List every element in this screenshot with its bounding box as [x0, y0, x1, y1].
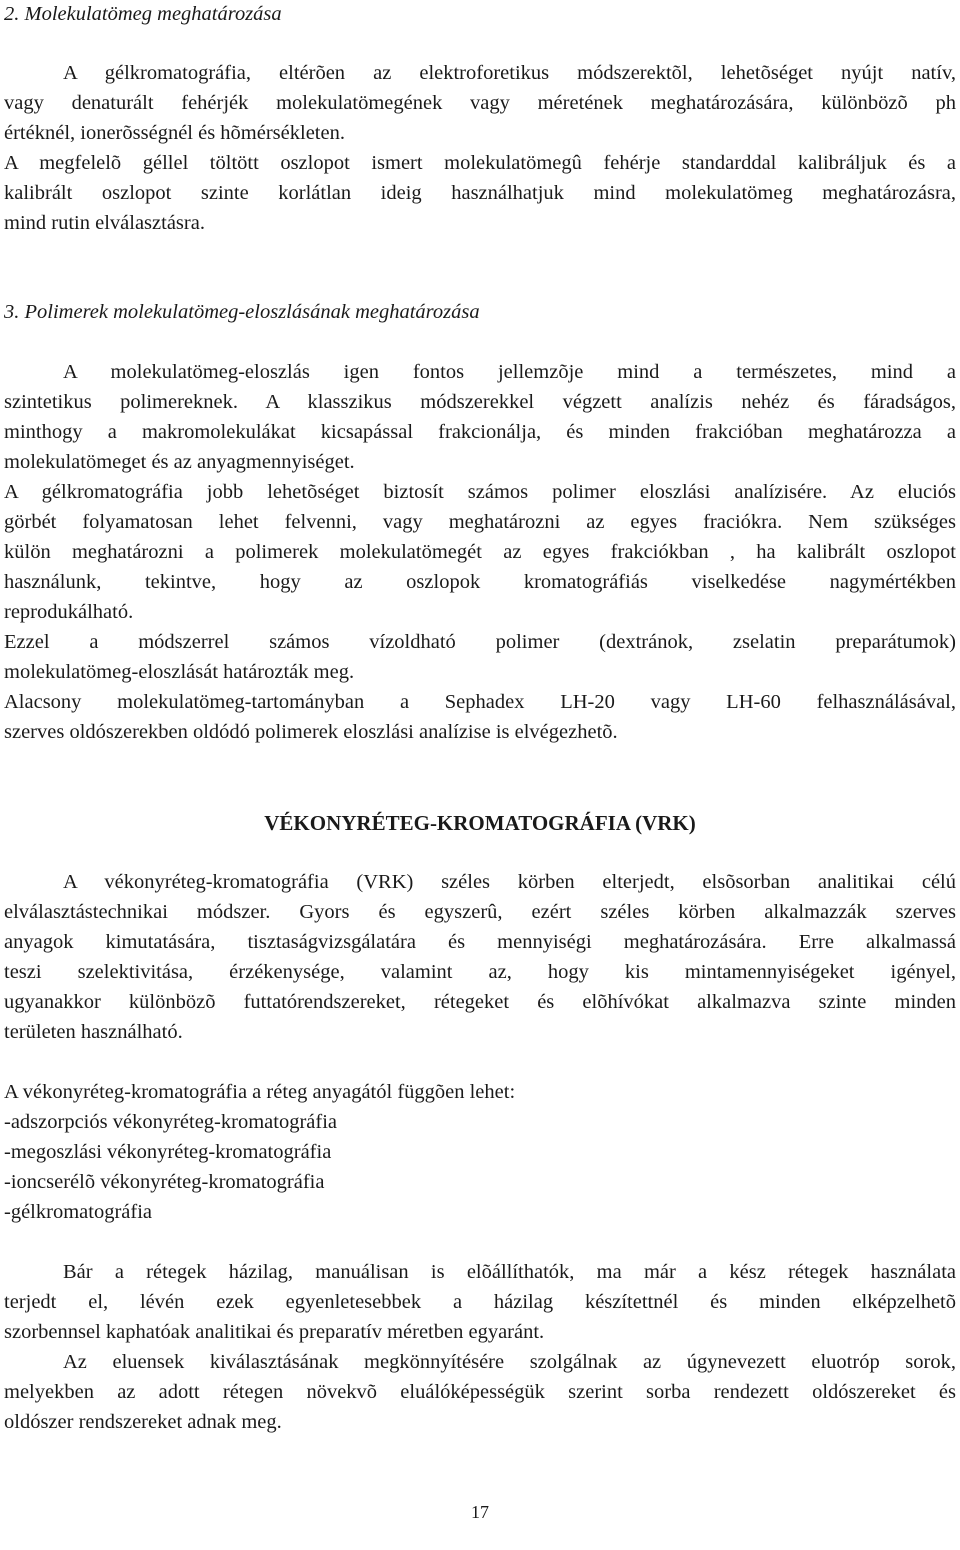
- section-heading-molekulatomeg: 2. Molekulatömeg meghatározása: [4, 3, 282, 25]
- text-line: ugyanakkor különbözõ futtatórendszereket, rétegeket és elõhívókat alkalmazva szinte minden: [4, 991, 956, 1013]
- list-item: -adszorpciós vékonyréteg-kromatográfia: [4, 1111, 337, 1133]
- text-line: anyagok kimutatására, tisztaságvizsgálatára és mennyiségi meghatározására. Erre alkalmassá: [4, 931, 956, 953]
- text-line: elválasztástechnikai módszer. Gyors és egyszerû, ezért széles körben alkalmazzák szerves: [4, 901, 956, 923]
- list-item: -gélkromatográfia: [4, 1201, 152, 1223]
- text-line: A molekulatömeg-eloszlás igen fontos jellemzõje mind a természetes, mind a: [63, 361, 956, 383]
- list-item: -ioncserélõ vékonyréteg-kromatográfia: [4, 1171, 325, 1193]
- section-heading-polimerek: 3. Polimerek molekulatömeg-eloszlásának meghatározása: [4, 301, 480, 323]
- text-line: szerves oldószerekben oldódó polimerek eloszlási analízise is elvégezhetõ.: [4, 721, 618, 743]
- text-line: molekulatömeg-eloszlását határozták meg.: [4, 661, 355, 683]
- text-line: mind rutin elválasztásra.: [4, 212, 205, 234]
- text-line: görbét folyamatosan lehet felvenni, vagy meghatározni az egyes fraciókra. Nem szükséges: [4, 511, 956, 533]
- text-line: oldószer rendszereket adnak meg.: [4, 1411, 282, 1433]
- text-line: Alacsony molekulatömeg-tartományban a Sephadex LH-20 vagy LH-60 felhasználásával,: [4, 691, 956, 713]
- text-line: kalibrált oszlopot szinte korlátlan ideig használhatjuk mind molekulatömeg meghatározásra,: [4, 182, 956, 204]
- list-intro: A vékonyréteg-kromatográfia a réteg anyagától függõen lehet:: [4, 1081, 516, 1103]
- text-line: terjedt el, lévén ezek egyenletesebbek a házilag készítettnél és minden elképzelhetõ: [4, 1291, 956, 1313]
- text-line: használunk, tekintve, hogy az oszlopok kromatográfiás viselkedése nagymértékben: [4, 571, 956, 593]
- text-line: molekulatömeget és az anyagmennyiséget.: [4, 451, 355, 473]
- text-line: Az eluensek kiválasztásának megkönnyítésére szolgálnak az úgynevezett eluotróp sorok,: [63, 1351, 956, 1373]
- text-line: külön meghatározni a polimerek molekulatömegét az egyes frakciókban , ha kalibrált oszlopot: [4, 541, 956, 563]
- text-line: értéknél, ionerõsségnél és hõmérsékleten.: [4, 122, 345, 144]
- text-line: A vékonyréteg-kromatográfia (VRK) széles körben elterjedt, elsõsorban analitikai célú: [63, 871, 956, 893]
- text-line: területen használható.: [4, 1021, 183, 1043]
- text-line: A megfelelõ géllel töltött oszlopot ismert molekulatömegû fehérje standarddal kalibráljuk és a: [4, 152, 956, 174]
- section-heading-vrk: VÉKONYRÉTEG-KROMATOGRÁFIA (VRK): [264, 811, 696, 835]
- page-number: 17: [471, 1502, 489, 1522]
- text-line: A gélkromatográfia, eltérõen az elektroforetikus módszerektõl, lehetõséget nyújt natív,: [63, 62, 956, 84]
- text-line: reprodukálható.: [4, 601, 134, 623]
- text-line: Ezzel a módszerrel számos vízoldható polimer (dextránok, zselatin preparátumok): [4, 631, 956, 653]
- text-line: Bár a rétegek házilag, manuálisan is elõállíthatók, ma már a kész rétegek használata: [63, 1261, 956, 1283]
- text-line: minthogy a makromolekulákat kicsapással frakcionálja, és minden frakcióban meghatározza a: [4, 421, 956, 443]
- text-line: szorbennsel kaphatóak analitikai és preparatív méretben egyaránt.: [4, 1321, 545, 1343]
- list-item: -megoszlási vékonyréteg-kromatográfia: [4, 1141, 332, 1163]
- text-line: melyekben az adott rétegen növekvõ eluálóképességük szerint sorba rendezett oldószereket és: [4, 1381, 956, 1403]
- text-line: vagy denaturált fehérjék molekulatömegének vagy méretének meghatározására, különbözõ ph: [4, 92, 956, 114]
- text-line: teszi szelektivitása, érzékenysége, valamint az, hogy kis mintamennyiségeket igényel,: [4, 961, 956, 983]
- text-line: szintetikus polimereknek. A klasszikus módszerekkel végzett analízis nehéz és fáradságos,: [4, 391, 956, 413]
- text-line: A gélkromatográfia jobb lehetõséget biztosít számos polimer eloszlási analízisére. Az eluciós: [4, 481, 956, 503]
